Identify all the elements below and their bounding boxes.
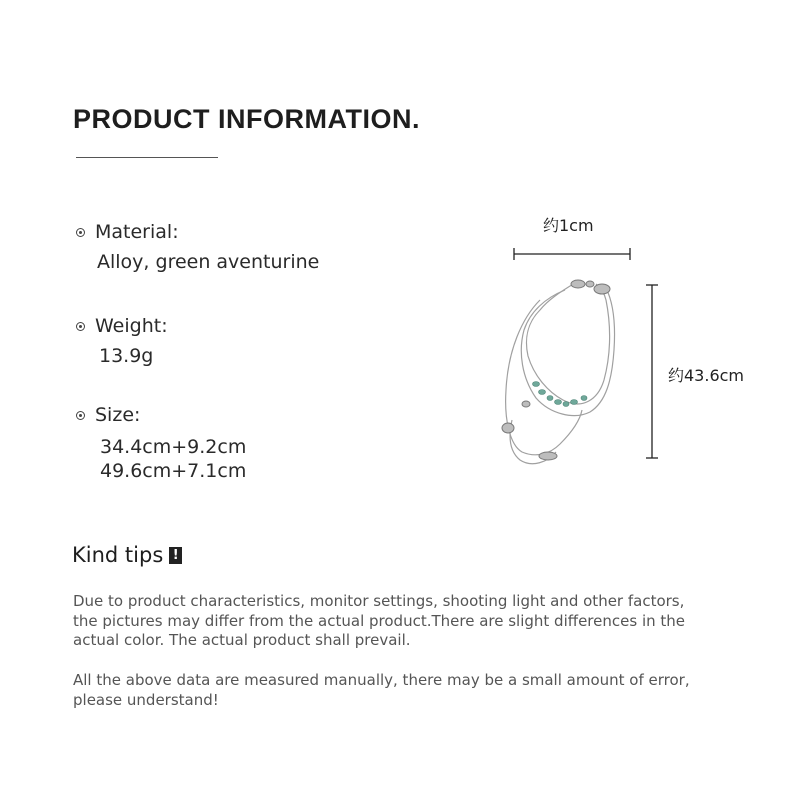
weight-value: 13.9g	[99, 345, 154, 367]
necklace-chains	[506, 283, 615, 464]
material-value: Alloy, green aventurine	[97, 251, 320, 273]
height-dimension-line	[646, 285, 658, 458]
kind-tips-label: Kind tips	[72, 543, 164, 567]
tips-paragraph-2: All the above data are measured manually, there may be a small amount of error, please understand!	[73, 671, 690, 709]
material-label: Material:	[95, 221, 179, 243]
height-dimension-label: 约43.6cm	[668, 366, 745, 385]
weight-label: Weight:	[95, 315, 168, 337]
width-dimension-label: 约1cm	[543, 216, 594, 235]
necklace-clasp	[502, 280, 610, 460]
size-value-1: 34.4cm+9.2cm	[100, 436, 247, 458]
size-value-2: 49.6cm+7.1cm	[100, 460, 247, 482]
exclamation-icon: !	[169, 547, 182, 564]
size-label: Size:	[95, 404, 141, 426]
page-title: PRODUCT INFORMATION.	[73, 104, 420, 134]
tips-paragraph-1: Due to product characteristics, monitor settings, shooting light and other factors, the pictures may differ from the actual product.There are slight differences in the actual color. The actual product shall prevail.	[73, 592, 685, 649]
width-dimension-line	[514, 248, 630, 260]
